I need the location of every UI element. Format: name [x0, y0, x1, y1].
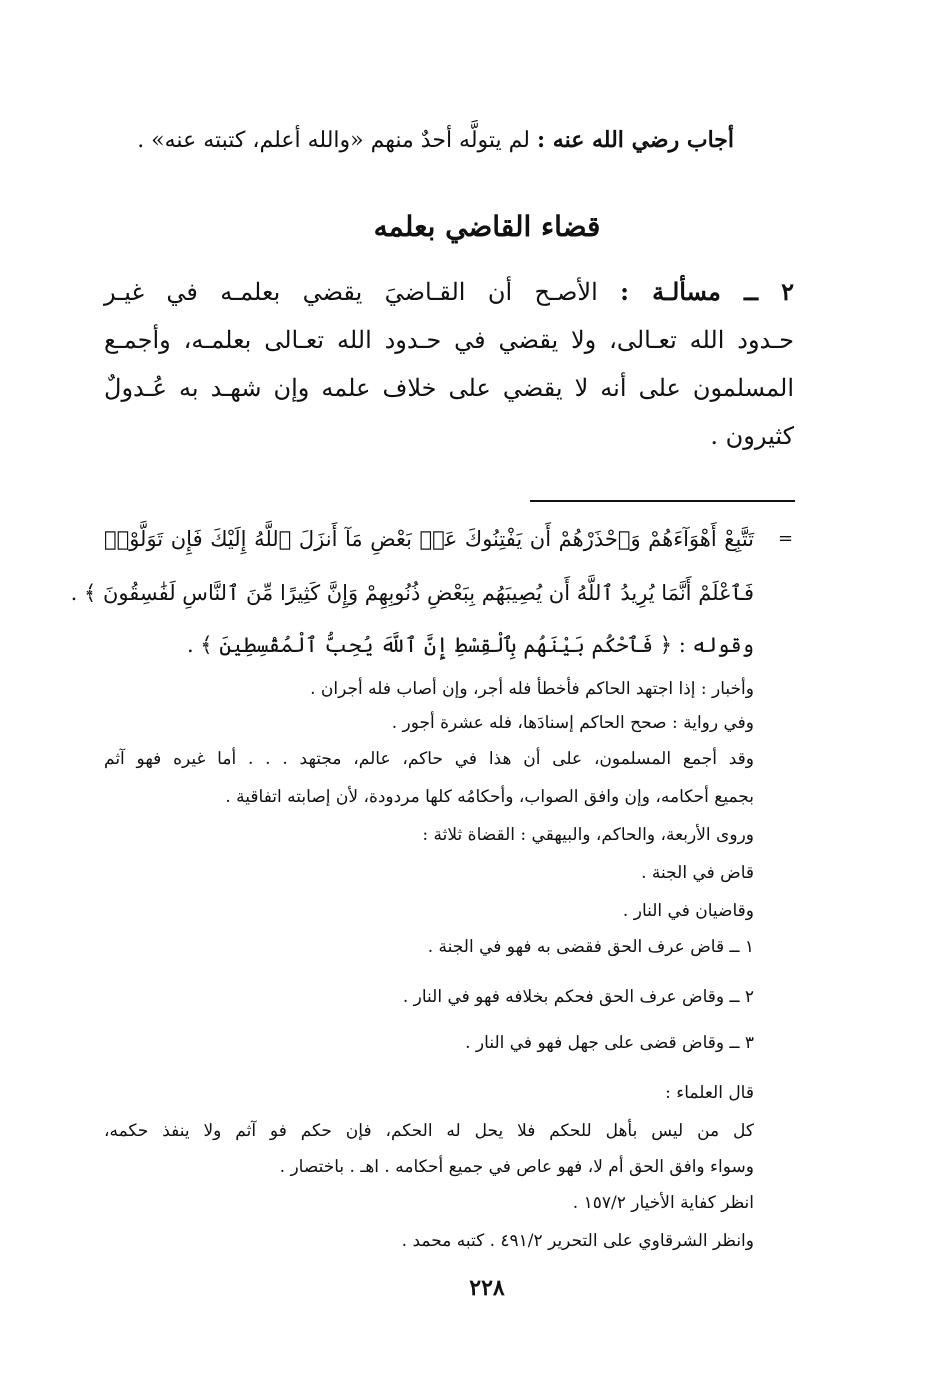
footnote-line-6: وقد أجمع المسلمون، على أن هذا في حاكم، عالم، مجتهد . . . أما غيره فهو آثم — [104, 749, 754, 769]
footnote-quran-line-2: فَٱعْلَمْ أَنَّمَا يُرِيدُ ٱللَّهُ أَن يُصِيبَهُم بِبَعْضِ ذُنُوبِهِمْ وَإِنَّ كَثِيرًا مِّنَ ٱلنَّاسِ لَفَٰسِقُونَ ﴾ . — [70, 581, 754, 605]
issue-label: ٢ ــ مسألـة : — [620, 277, 795, 306]
footnote-line-13: ٣ ــ وقاض قضى على جهل فهو في النار . — [465, 1033, 754, 1053]
footnote-line-15: كل من ليس بأهل للحكم فلا يحل له الحكم، فإن حكم فو آثم ولا ينفذ حكمه، — [104, 1121, 754, 1141]
answer-label: أجاب رضي الله عنه : — [537, 127, 734, 153]
footnote-line-11: ١ ــ قاض عرف الحق فقضى به فهو في الجنة . — [427, 937, 754, 957]
footnote-line-9: قاض في الجنة . — [641, 863, 754, 883]
issue-paragraph — [104, 268, 794, 460]
footnote-line-14: قال العلماء : — [665, 1083, 754, 1103]
page-number: ٢٢٨ — [469, 1275, 505, 1301]
footnote-line-17: انظر كفاية الأخيار ١٥٧/٢ . — [572, 1193, 754, 1213]
footnote-quran-line-3: وقوله : ﴿ فَٱحْكُم بَيْنَهُم بِٱلْقِسْطِ إِنَّ ٱللَّهَ يُحِبُّ ٱلْمُقْسِطِينَ ﴾ . — [186, 633, 754, 657]
section-heading: قضاء القاضي بعلمه — [373, 210, 601, 243]
footnote-quran-line-1: تَتَّبِعْ أَهْوَآءَهُمْ وَٱحْذَرْهُمْ أَن يَفْتِنُوكَ عَنۢ بَعْضِ مَآ أَنزَلَ ٱللَّهُ إِلَيْكَ فَإِن تَوَلَّوْا۟ — [104, 527, 754, 551]
issue-line-2: حـدود الله تعـالى، ولا يقضي في حـدود الله تعـالى بعلمـه، وأجمـع — [104, 326, 794, 354]
footnote-continuation-marker: = — [778, 528, 794, 549]
answer-text: لم يتولَّه أحدٌ منهم «والله أعلم، كتبته عنه» . — [137, 128, 531, 153]
footnote-line-12: ٢ ــ وقاض عرف الحق فحكم بخلافه فهو في النار . — [402, 987, 754, 1007]
issue-line-3: المسلمون على أنه لا يقضي على خلاف علمه وإن شهـد به عُـدولٌ — [104, 374, 794, 402]
footnote-line-7: بجميع أحكامه، وإن وافق الصواب، وأحكامُه كلها مردودة، لأن إصابته اتفاقية . — [225, 787, 754, 807]
footnote-line-18: وانظر الشرقاوي على التحرير ٤٩١/٢ . كتبه محمد . — [401, 1231, 754, 1251]
footnote-line-10: وقاضيان في النار . — [622, 901, 754, 921]
issue-line-1: ٢ ــ مسألـة : الأصـح أن القـاضيَ يقضي بعلمـه في غيـر — [104, 277, 795, 306]
footnote-line-5: وفي رواية : صحح الحاكم إسنادَها، فله عشرة أجور . — [391, 713, 754, 733]
issue-line-4: كثيرون . — [710, 422, 794, 450]
answer-line — [137, 118, 734, 163]
footnote-line-16: وسواء وافق الحق أم لا، فهو عاص في جميع أحكامه . اهـ . باختصار . — [279, 1157, 754, 1177]
footnote-line-8: وروى الأربعة، والحاكم، والبيهقي : القضاة ثلاثة : — [422, 825, 754, 845]
footnote-line-4: وأخبار : إذا اجتهد الحاكم فأخطأ فله أجر، وإن أصاب فله أجران . — [310, 679, 754, 699]
footnote-separator — [530, 500, 795, 502]
